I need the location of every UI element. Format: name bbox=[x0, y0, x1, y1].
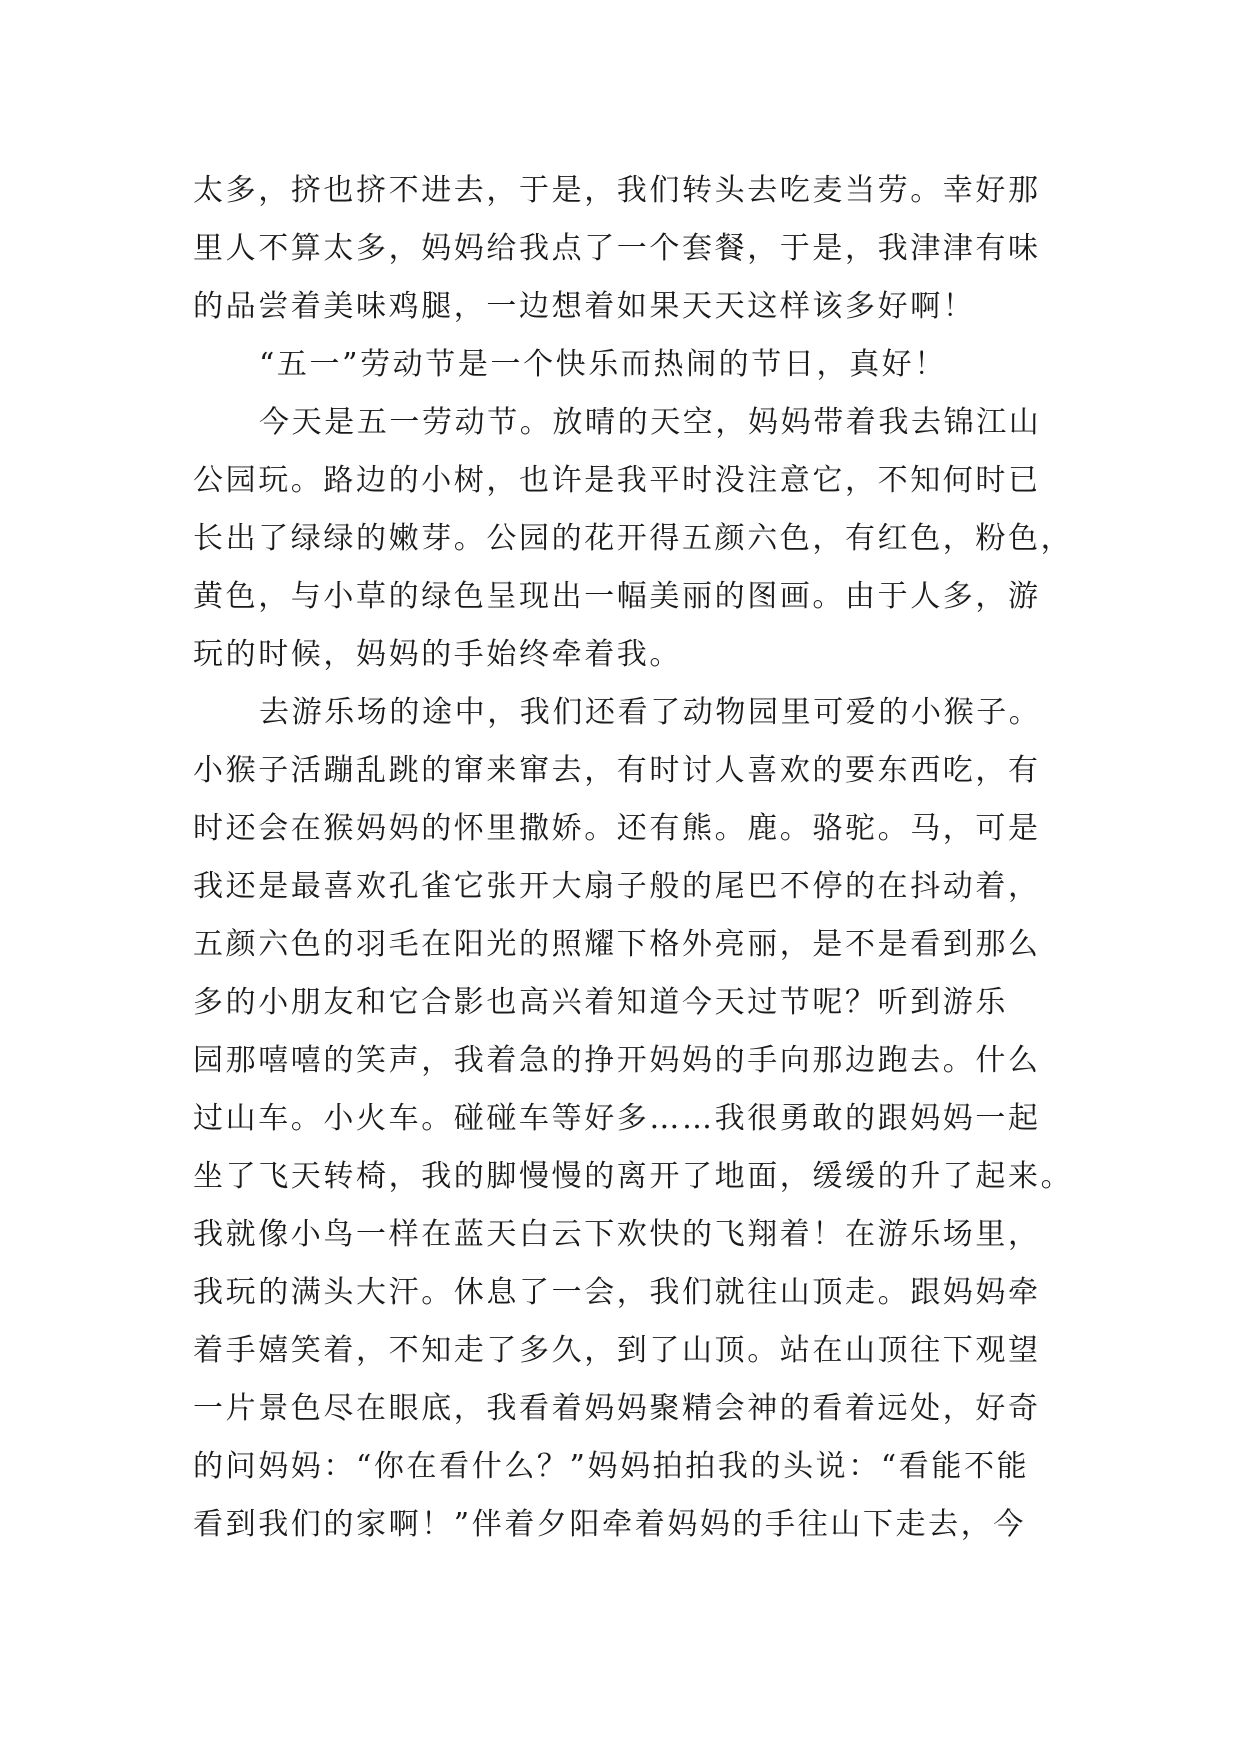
text-line: 一片景色尽在眼底，我看着妈妈聚精会神的看着远处，好奇 bbox=[193, 1391, 1041, 1426]
text-line: 玩的时候，妈妈的手始终牵着我。 bbox=[193, 637, 682, 672]
text-line: 坐了飞天转椅，我的脚慢慢的离开了地面，缓缓的升了起来。 bbox=[193, 1159, 1074, 1194]
text-line: 多的小朋友和它合影也高兴着知道今天过节呢？听到游乐 bbox=[193, 985, 1008, 1020]
text-line: 的品尝着美味鸡腿，一边想着如果天天这样该多好啊！ bbox=[193, 289, 976, 324]
text-line: 我玩的满头大汗。休息了一会，我们就往山顶走。跟妈妈牵 bbox=[193, 1275, 1041, 1310]
text-line: 时还会在猴妈妈的怀里撒娇。还有熊。鹿。骆驼。马，可是 bbox=[193, 811, 1041, 846]
text-line: 黄色，与小草的绿色呈现出一幅美丽的图画。由于人多，游 bbox=[193, 579, 1041, 614]
body-text bbox=[193, 162, 1083, 1554]
text-line: 今天是五一劳动节。放晴的天空，妈妈带着我去锦江山 bbox=[259, 405, 1042, 440]
text-line: 长出了绿绿的嫩芽。公园的花开得五颜六色，有红色，粉色， bbox=[193, 521, 1074, 556]
text-line: 着手嬉笑着，不知走了多久，到了山顶。站在山顶往下观望 bbox=[193, 1333, 1041, 1368]
text-line: 太多，挤也挤不进去，于是，我们转头去吃麦当劳。幸好那 bbox=[193, 173, 1041, 208]
text-line: 里人不算太多，妈妈给我点了一个套餐，于是，我津津有味 bbox=[193, 231, 1041, 266]
text-line: 我就像小鸟一样在蓝天白云下欢快的飞翔着！在游乐场里， bbox=[193, 1217, 1041, 1252]
text-line: 园那嘻嘻的笑声，我着急的挣开妈妈的手向那边跑去。什么 bbox=[193, 1043, 1041, 1078]
text-line: 过山车。小火车。碰碰车等好多……我很勇敢的跟妈妈一起 bbox=[193, 1101, 1041, 1136]
text-line: 去游乐场的途中，我们还看了动物园里可爱的小猴子。 bbox=[259, 695, 1042, 730]
text-line: 的问妈妈：“你在看什么？”妈妈拍拍我的头说：“看能不能 bbox=[193, 1449, 1030, 1484]
text-line: “五一”劳动节是一个快乐而热闹的节日，真好！ bbox=[259, 347, 947, 382]
text-line: 看到我们的家啊！”伴着夕阳牵着妈妈的手往山下走去，今 bbox=[193, 1507, 1026, 1542]
text-line: 五颜六色的羽毛在阳光的照耀下格外亮丽，是不是看到那么 bbox=[193, 927, 1041, 962]
text-line: 公园玩。路边的小树，也许是我平时没注意它，不知何时已 bbox=[193, 463, 1041, 498]
text-line: 小猴子活蹦乱跳的窜来窜去，有时讨人喜欢的要东西吃，有 bbox=[193, 753, 1041, 788]
text-line: 我还是最喜欢孔雀它张开大扇子般的尾巴不停的在抖动着， bbox=[193, 869, 1041, 904]
